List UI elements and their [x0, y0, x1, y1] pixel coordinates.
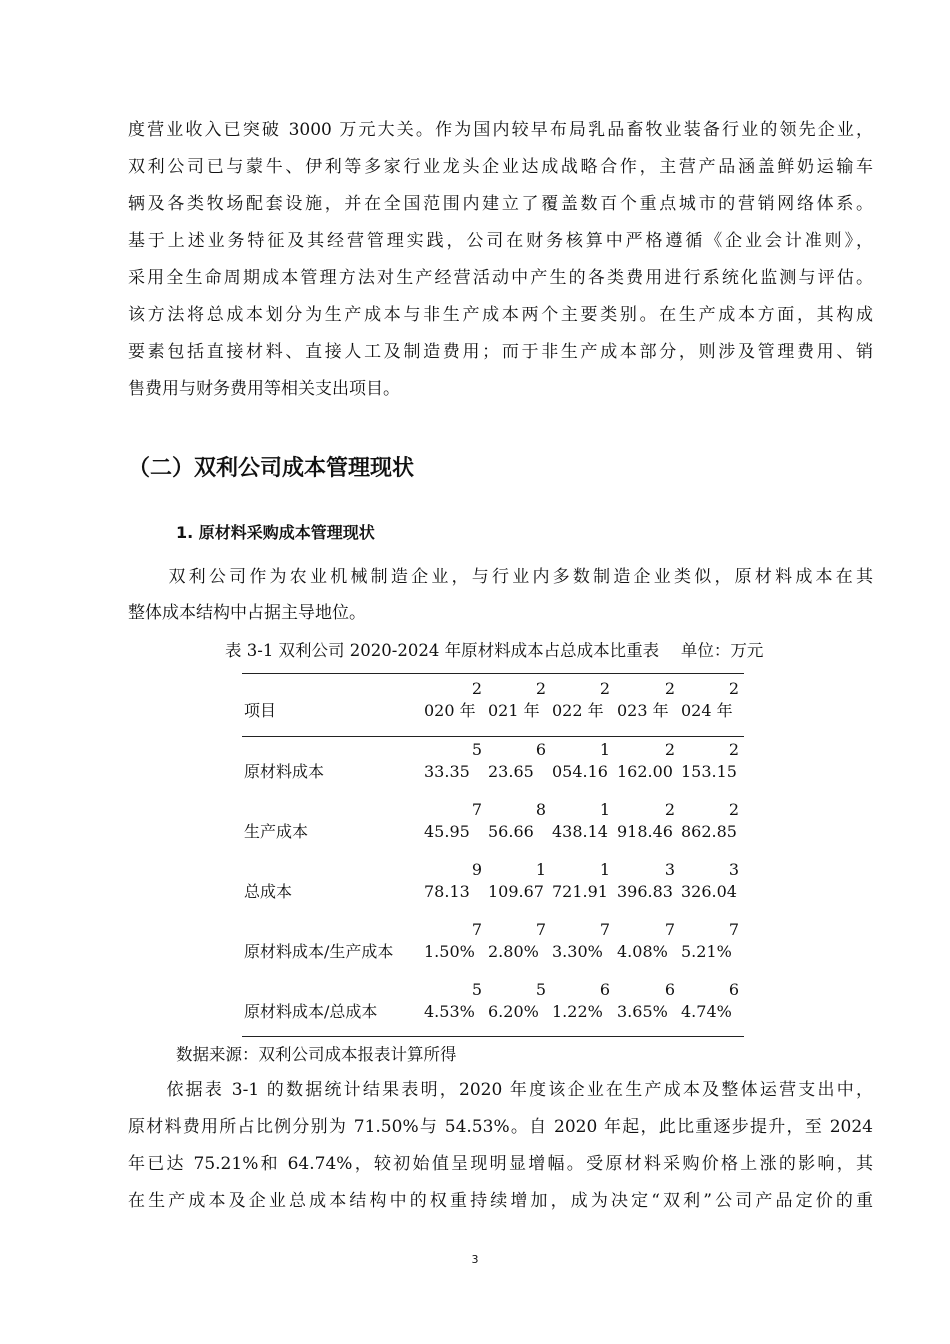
cell-bottom: 1.22%: [552, 1002, 603, 1021]
cell-top: 2: [664, 800, 675, 819]
cell-top: 8: [535, 800, 546, 819]
page-number: 3: [471, 1253, 479, 1266]
cell-bottom: 721.91: [552, 882, 608, 901]
cell-top: 3: [728, 860, 739, 879]
cell-bottom: 162.00: [617, 762, 673, 781]
year-header-top: 2: [599, 679, 610, 698]
cell-bottom: 4.08%: [617, 942, 668, 961]
cell-top: 7: [535, 920, 546, 939]
year-header-bottom: 021 年: [488, 701, 540, 720]
cell-top: 1: [599, 740, 610, 759]
table-header-label: 项目: [244, 701, 277, 720]
cell-top: 6: [728, 980, 739, 999]
body-text-line: 双利公司已与蒙牛、伊利等多家行业龙头企业达成战略合作，主营产品涵盖鲜奶运输车: [128, 157, 873, 177]
cell-bottom: 3.30%: [552, 942, 603, 961]
cell-top: 9: [471, 860, 482, 879]
body-text-line: 该方法将总成本划分为生产成本与非生产成本两个主要类别。在生产成本方面，其构成: [128, 305, 873, 325]
subsection-heading: 1. 原材料采购成本管理现状: [176, 523, 375, 542]
cell-top: 1: [535, 860, 546, 879]
cell-top: 7: [599, 920, 610, 939]
cell-top: 5: [471, 980, 482, 999]
body-text-line: 采用全生命周期成本管理方法对生产经营活动中产生的各类费用进行系统化监测与评估。: [128, 268, 873, 288]
body-text-line: 原材料费用所占比例分别为 71.50%与 54.53%。自 2020 年起，此比重逐步提升，至 2024: [128, 1117, 873, 1137]
cell-top: 7: [728, 920, 739, 939]
year-header-bottom: 020 年: [424, 701, 476, 720]
cell-top: 3: [664, 860, 675, 879]
body-text-line: 年已达 75.21%和 64.74%，较初始值呈现明显增幅。受原材料采购价格上涨的影响，其: [128, 1154, 873, 1174]
cell-bottom: 109.67: [488, 882, 544, 901]
cell-bottom: 3.65%: [617, 1002, 668, 1021]
cell-bottom: 438.14: [552, 822, 608, 841]
body-text-line: 整体成本结构中占据主导地位。: [128, 603, 366, 623]
cell-bottom: 2.80%: [488, 942, 539, 961]
row-label: 总成本: [244, 882, 293, 901]
cell-bottom: 23.65: [488, 762, 534, 781]
cell-top: 2: [664, 740, 675, 759]
body-text-line: 在生产成本及企业总成本结构中的权重持续增加，成为决定“双利”公司产品定价的重: [128, 1191, 873, 1211]
cell-top: 2: [728, 740, 739, 759]
year-header-bottom: 024 年: [681, 701, 733, 720]
table-bottom-rule: [242, 1036, 744, 1037]
body-text-line: 双利公司作为农业机械制造企业，与行业内多数制造企业类似，原材料成本在其: [128, 567, 873, 587]
section-heading: （二）双利公司成本管理现状: [128, 456, 415, 481]
cell-top: 6: [599, 980, 610, 999]
year-header-bottom: 023 年: [617, 701, 669, 720]
cell-bottom: 054.16: [552, 762, 608, 781]
body-text-line: 辆及各类牧场配套设施，并在全国范围内建立了覆盖数百个重点城市的营销网络体系。: [128, 194, 873, 214]
cell-bottom: 5.21%: [681, 942, 732, 961]
cell-bottom: 918.46: [617, 822, 673, 841]
year-header-bottom: 022 年: [552, 701, 604, 720]
cell-bottom: 326.04: [681, 882, 737, 901]
cell-top: 7: [471, 920, 482, 939]
table-header-rule: [242, 736, 744, 737]
row-label: 原材料成本: [244, 762, 325, 781]
cell-bottom: 78.13: [424, 882, 470, 901]
cell-bottom: 6.20%: [488, 1002, 539, 1021]
body-text-line: 售费用与财务费用等相关支出项目。: [128, 379, 400, 399]
cell-bottom: 862.85: [681, 822, 737, 841]
cell-top: 7: [664, 920, 675, 939]
cell-top: 6: [535, 740, 546, 759]
cell-bottom: 1.50%: [424, 942, 475, 961]
body-text-line: 要素包括直接材料、直接人工及制造费用；而于非生产成本部分，则涉及管理费用、销: [128, 342, 873, 362]
cell-bottom: 56.66: [488, 822, 534, 841]
cell-top: 2: [728, 800, 739, 819]
body-text-line: 度营业收入已突破 3000 万元大关。作为国内较早布局乳品畜牧业装备行业的领先企业，: [128, 120, 873, 140]
cell-top: 6: [664, 980, 675, 999]
cell-top: 5: [535, 980, 546, 999]
body-text-line: 基于上述业务特征及其经营管理实践，公司在财务核算中严格遵循《企业会计准则》，: [128, 231, 873, 251]
body-text-line: 依据表 3-1 的数据统计结果表明，2020 年度该企业在生产成本及整体运营支出中，: [128, 1080, 873, 1100]
cell-bottom: 4.53%: [424, 1002, 475, 1021]
year-header-top: 2: [728, 679, 739, 698]
row-label: 生产成本: [244, 822, 309, 841]
cell-top: 1: [599, 800, 610, 819]
cell-bottom: 396.83: [617, 882, 673, 901]
year-header-top: 2: [664, 679, 675, 698]
year-header-top: 2: [535, 679, 546, 698]
row-label: 原材料成本/总成本: [244, 1002, 378, 1021]
row-label: 原材料成本/生产成本: [244, 942, 394, 961]
cell-bottom: 4.74%: [681, 1002, 732, 1021]
cell-top: 1: [599, 860, 610, 879]
year-header-top: 2: [471, 679, 482, 698]
cell-bottom: 33.35: [424, 762, 470, 781]
cell-bottom: 153.15: [681, 762, 737, 781]
cell-top: 7: [471, 800, 482, 819]
cell-top: 5: [471, 740, 482, 759]
data-source-note: 数据来源：双利公司成本报表计算所得: [176, 1045, 457, 1064]
table-top-rule: [242, 673, 744, 674]
table-caption: 表 3-1 双利公司 2020-2024 年原材料成本占总成本比重表 单位：万元: [225, 641, 764, 660]
cell-bottom: 45.95: [424, 822, 470, 841]
